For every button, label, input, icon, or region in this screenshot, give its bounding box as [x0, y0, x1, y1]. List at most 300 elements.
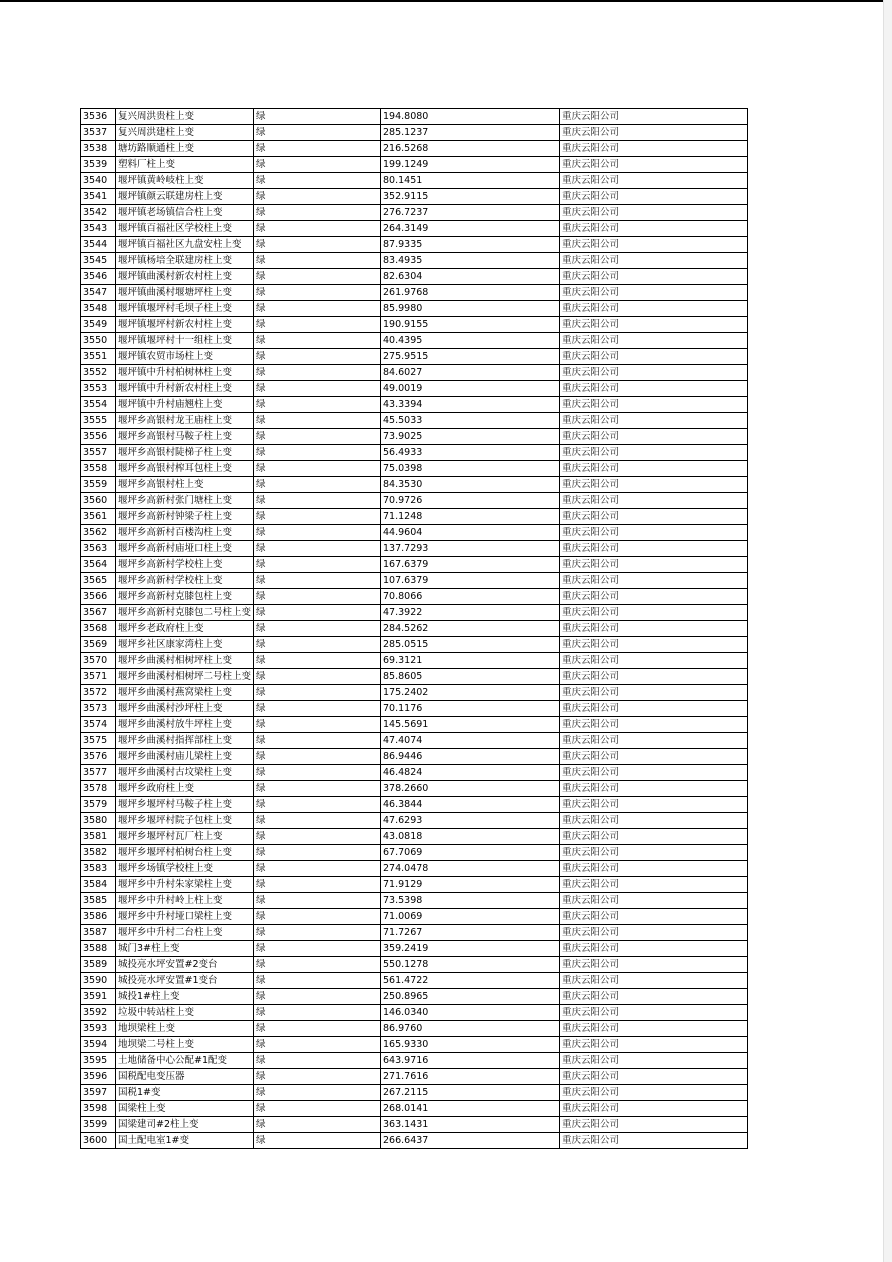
- company-cell: 重庆云阳公司: [560, 525, 748, 541]
- row-id-cell: 3591: [81, 989, 116, 1005]
- status-cell: 绿: [254, 1005, 381, 1021]
- status-cell: 绿: [254, 701, 381, 717]
- status-cell: 绿: [254, 1037, 381, 1053]
- company-cell: 重庆云阳公司: [560, 333, 748, 349]
- transformer-name-cell: 复兴周洪建柱上变: [116, 125, 254, 141]
- value-cell: 84.3530: [381, 477, 560, 493]
- company-cell: 重庆云阳公司: [560, 605, 748, 621]
- status-cell: 绿: [254, 349, 381, 365]
- value-cell: 165.9330: [381, 1037, 560, 1053]
- status-cell: 绿: [254, 637, 381, 653]
- table-row: [81, 781, 748, 797]
- table-row: [81, 269, 748, 285]
- value-cell: 82.6304: [381, 269, 560, 285]
- row-id-cell: 3549: [81, 317, 116, 333]
- value-cell: 84.6027: [381, 365, 560, 381]
- status-cell: 绿: [254, 909, 381, 925]
- value-cell: 284.5262: [381, 621, 560, 637]
- company-cell: 重庆云阳公司: [560, 669, 748, 685]
- status-cell: 绿: [254, 189, 381, 205]
- value-cell: 80.1451: [381, 173, 560, 189]
- table-row: [81, 509, 748, 525]
- row-id-cell: 3565: [81, 573, 116, 589]
- transformer-name-cell: 堰坪乡高银村榨耳包柱上变: [116, 461, 254, 477]
- table-row: [81, 1133, 748, 1149]
- table-row: [81, 349, 748, 365]
- transformer-name-cell: 国税配电变压器: [116, 1069, 254, 1085]
- status-cell: 绿: [254, 333, 381, 349]
- transformer-name-cell: 堰坪乡中升村朱家梁柱上变: [116, 877, 254, 893]
- table-row: [81, 285, 748, 301]
- row-id-cell: 3596: [81, 1069, 116, 1085]
- status-cell: 绿: [254, 653, 381, 669]
- table-row: [81, 397, 748, 413]
- company-cell: 重庆云阳公司: [560, 909, 748, 925]
- row-id-cell: 3581: [81, 829, 116, 845]
- transformer-name-cell: 堰坪乡中升村二台柱上变: [116, 925, 254, 941]
- status-cell: 绿: [254, 397, 381, 413]
- row-id-cell: 3545: [81, 253, 116, 269]
- status-cell: 绿: [254, 733, 381, 749]
- row-id-cell: 3553: [81, 381, 116, 397]
- table-row: [81, 413, 748, 429]
- company-cell: 重庆云阳公司: [560, 941, 748, 957]
- value-cell: 44.9604: [381, 525, 560, 541]
- company-cell: 重庆云阳公司: [560, 269, 748, 285]
- table-row: [81, 125, 748, 141]
- transformer-name-cell: 堰坪乡曲溪村沙坪柱上变: [116, 701, 254, 717]
- row-id-cell: 3573: [81, 701, 116, 717]
- company-cell: 重庆云阳公司: [560, 1117, 748, 1133]
- table-row: [81, 381, 748, 397]
- transformer-name-cell: 堰坪镇杨培全联建房柱上变: [116, 253, 254, 269]
- company-cell: 重庆云阳公司: [560, 765, 748, 781]
- table-row: [81, 573, 748, 589]
- table-row: [81, 557, 748, 573]
- company-cell: 重庆云阳公司: [560, 109, 748, 125]
- status-cell: 绿: [254, 573, 381, 589]
- transformer-name-cell: 堰坪乡高新村克膝包二号柱上变: [116, 605, 254, 621]
- row-id-cell: 3587: [81, 925, 116, 941]
- status-cell: 绿: [254, 1117, 381, 1133]
- value-cell: 40.4395: [381, 333, 560, 349]
- transformer-name-cell: 堰坪乡高银村柱上变: [116, 477, 254, 493]
- table-row: [81, 605, 748, 621]
- status-cell: 绿: [254, 957, 381, 973]
- row-id-cell: 3546: [81, 269, 116, 285]
- status-cell: 绿: [254, 205, 381, 221]
- row-id-cell: 3563: [81, 541, 116, 557]
- value-cell: 199.1249: [381, 157, 560, 173]
- page-right-edge: [883, 0, 892, 1262]
- row-id-cell: 3552: [81, 365, 116, 381]
- transformer-name-cell: 堰坪镇中升村新农村柱上变: [116, 381, 254, 397]
- value-cell: 363.1431: [381, 1117, 560, 1133]
- transformer-name-cell: 堰坪镇中升村柏树林柱上变: [116, 365, 254, 381]
- status-cell: 绿: [254, 925, 381, 941]
- status-cell: 绿: [254, 429, 381, 445]
- value-cell: 67.7069: [381, 845, 560, 861]
- transformer-name-cell: 堰坪乡堰坪村瓦厂柱上变: [116, 829, 254, 845]
- table-row: [81, 893, 748, 909]
- row-id-cell: 3547: [81, 285, 116, 301]
- table-row: [81, 669, 748, 685]
- transformer-name-cell: 塑料厂柱上变: [116, 157, 254, 173]
- value-cell: 145.5691: [381, 717, 560, 733]
- status-cell: 绿: [254, 605, 381, 621]
- transformer-name-cell: 堰坪乡中升村岭上柱上变: [116, 893, 254, 909]
- company-cell: 重庆云阳公司: [560, 365, 748, 381]
- table-row: [81, 1085, 748, 1101]
- company-cell: 重庆云阳公司: [560, 301, 748, 317]
- value-cell: 87.9335: [381, 237, 560, 253]
- row-id-cell: 3592: [81, 1005, 116, 1021]
- company-cell: 重庆云阳公司: [560, 829, 748, 845]
- row-id-cell: 3599: [81, 1117, 116, 1133]
- company-cell: 重庆云阳公司: [560, 1085, 748, 1101]
- transformer-name-cell: 堰坪乡高新村学校柱上变: [116, 573, 254, 589]
- table-row: [81, 1021, 748, 1037]
- value-cell: 275.9515: [381, 349, 560, 365]
- transformer-name-cell: 堰坪乡高新村克膝包柱上变: [116, 589, 254, 605]
- company-cell: 重庆云阳公司: [560, 845, 748, 861]
- value-cell: 175.2402: [381, 685, 560, 701]
- value-cell: 75.0398: [381, 461, 560, 477]
- value-cell: 643.9716: [381, 1053, 560, 1069]
- row-id-cell: 3586: [81, 909, 116, 925]
- transformer-name-cell: 堰坪乡政府柱上变: [116, 781, 254, 797]
- table-row: [81, 221, 748, 237]
- transformer-name-cell: 堰坪乡曲溪村相树坪柱上变: [116, 653, 254, 669]
- company-cell: 重庆云阳公司: [560, 957, 748, 973]
- status-cell: 绿: [254, 173, 381, 189]
- company-cell: 重庆云阳公司: [560, 477, 748, 493]
- transformer-name-cell: 地坝梁二号柱上变: [116, 1037, 254, 1053]
- value-cell: 86.9760: [381, 1021, 560, 1037]
- value-cell: 47.4074: [381, 733, 560, 749]
- row-id-cell: 3564: [81, 557, 116, 573]
- company-cell: 重庆云阳公司: [560, 781, 748, 797]
- company-cell: 重庆云阳公司: [560, 1005, 748, 1021]
- row-id-cell: 3543: [81, 221, 116, 237]
- row-id-cell: 3548: [81, 301, 116, 317]
- company-cell: 重庆云阳公司: [560, 973, 748, 989]
- company-cell: 重庆云阳公司: [560, 397, 748, 413]
- value-cell: 73.9025: [381, 429, 560, 445]
- status-cell: 绿: [254, 221, 381, 237]
- status-cell: 绿: [254, 1133, 381, 1149]
- table-row: [81, 157, 748, 173]
- row-id-cell: 3556: [81, 429, 116, 445]
- transformer-name-cell: 地坝梁柱上变: [116, 1021, 254, 1037]
- status-cell: 绿: [254, 477, 381, 493]
- row-id-cell: 3567: [81, 605, 116, 621]
- table-row: [81, 301, 748, 317]
- table-row: [81, 1117, 748, 1133]
- company-cell: 重庆云阳公司: [560, 541, 748, 557]
- transformer-name-cell: 堰坪乡高新村张门塘柱上变: [116, 493, 254, 509]
- value-cell: 71.7267: [381, 925, 560, 941]
- company-cell: 重庆云阳公司: [560, 717, 748, 733]
- table-row: [81, 797, 748, 813]
- value-cell: 274.0478: [381, 861, 560, 877]
- transformer-name-cell: 堰坪镇堰坪村毛坝子柱上变: [116, 301, 254, 317]
- status-cell: 绿: [254, 1021, 381, 1037]
- company-cell: 重庆云阳公司: [560, 685, 748, 701]
- table-row: [81, 925, 748, 941]
- row-id-cell: 3554: [81, 397, 116, 413]
- table-row: [81, 253, 748, 269]
- table-row: [81, 685, 748, 701]
- table-row: [81, 429, 748, 445]
- value-cell: 561.4722: [381, 973, 560, 989]
- value-cell: 167.6379: [381, 557, 560, 573]
- value-cell: 70.1176: [381, 701, 560, 717]
- transformer-name-cell: 国梁建司#2柱上变: [116, 1117, 254, 1133]
- company-cell: 重庆云阳公司: [560, 237, 748, 253]
- value-cell: 71.1248: [381, 509, 560, 525]
- company-cell: 重庆云阳公司: [560, 349, 748, 365]
- status-cell: 绿: [254, 1053, 381, 1069]
- transformer-name-cell: 堰坪镇堰坪村十一组柱上变: [116, 333, 254, 349]
- value-cell: 261.9768: [381, 285, 560, 301]
- status-cell: 绿: [254, 781, 381, 797]
- row-id-cell: 3590: [81, 973, 116, 989]
- status-cell: 绿: [254, 541, 381, 557]
- company-cell: 重庆云阳公司: [560, 1133, 748, 1149]
- status-cell: 绿: [254, 253, 381, 269]
- status-cell: 绿: [254, 141, 381, 157]
- table-row: [81, 461, 748, 477]
- company-cell: 重庆云阳公司: [560, 445, 748, 461]
- company-cell: 重庆云阳公司: [560, 189, 748, 205]
- value-cell: 85.8605: [381, 669, 560, 685]
- table-row: [81, 909, 748, 925]
- company-cell: 重庆云阳公司: [560, 701, 748, 717]
- row-id-cell: 3597: [81, 1085, 116, 1101]
- table-row: [81, 717, 748, 733]
- table-row: [81, 109, 748, 125]
- value-cell: 46.3844: [381, 797, 560, 813]
- transformer-name-cell: 堰坪镇百福社区九盘安柱上变: [116, 237, 254, 253]
- transformer-name-cell: 堰坪乡高新村百楼沟柱上变: [116, 525, 254, 541]
- value-cell: 285.0515: [381, 637, 560, 653]
- value-cell: 71.9129: [381, 877, 560, 893]
- value-cell: 49.0019: [381, 381, 560, 397]
- transformer-name-cell: 堰坪乡曲溪村古坟梁柱上变: [116, 765, 254, 781]
- value-cell: 56.4933: [381, 445, 560, 461]
- company-cell: 重庆云阳公司: [560, 141, 748, 157]
- company-cell: 重庆云阳公司: [560, 1021, 748, 1037]
- company-cell: 重庆云阳公司: [560, 877, 748, 893]
- table-row: [81, 237, 748, 253]
- table-row: [81, 733, 748, 749]
- row-id-cell: 3569: [81, 637, 116, 653]
- page-top-rule: [0, 0, 892, 2]
- transformer-name-cell: 堰坪镇堰坪村新农村柱上变: [116, 317, 254, 333]
- transformer-name-cell: 堰坪乡高新村钟梁子柱上变: [116, 509, 254, 525]
- row-id-cell: 3580: [81, 813, 116, 829]
- row-id-cell: 3566: [81, 589, 116, 605]
- value-cell: 46.4824: [381, 765, 560, 781]
- transformer-name-cell: 国税1#变: [116, 1085, 254, 1101]
- company-cell: 重庆云阳公司: [560, 253, 748, 269]
- value-cell: 271.7616: [381, 1069, 560, 1085]
- transformer-name-cell: 堰坪镇曲溪村新农村柱上变: [116, 269, 254, 285]
- value-cell: 137.7293: [381, 541, 560, 557]
- status-cell: 绿: [254, 813, 381, 829]
- value-cell: 359.2419: [381, 941, 560, 957]
- table-row: [81, 989, 748, 1005]
- status-cell: 绿: [254, 301, 381, 317]
- status-cell: 绿: [254, 557, 381, 573]
- transformer-name-cell: 塘坊路顺通柱上变: [116, 141, 254, 157]
- transformer-name-cell: 国梁柱上变: [116, 1101, 254, 1117]
- transformer-name-cell: 堰坪乡场镇学校柱上变: [116, 861, 254, 877]
- value-cell: 352.9115: [381, 189, 560, 205]
- status-cell: 绿: [254, 845, 381, 861]
- status-cell: 绿: [254, 893, 381, 909]
- table-body: [81, 109, 748, 1149]
- value-cell: 43.0818: [381, 829, 560, 845]
- transformer-name-cell: 堰坪乡曲溪村庙儿梁柱上变: [116, 749, 254, 765]
- transformer-name-cell: 堰坪乡堰坪村马鞍子柱上变: [116, 797, 254, 813]
- company-cell: 重庆云阳公司: [560, 653, 748, 669]
- row-id-cell: 3576: [81, 749, 116, 765]
- transformer-name-cell: 堰坪镇百福社区学校柱上变: [116, 221, 254, 237]
- status-cell: 绿: [254, 125, 381, 141]
- row-id-cell: 3575: [81, 733, 116, 749]
- company-cell: 重庆云阳公司: [560, 205, 748, 221]
- value-cell: 45.5033: [381, 413, 560, 429]
- transformer-name-cell: 堰坪乡曲溪村指挥部柱上变: [116, 733, 254, 749]
- status-cell: 绿: [254, 365, 381, 381]
- value-cell: 276.7237: [381, 205, 560, 221]
- row-id-cell: 3593: [81, 1021, 116, 1037]
- value-cell: 43.3394: [381, 397, 560, 413]
- company-cell: 重庆云阳公司: [560, 557, 748, 573]
- table-row: [81, 205, 748, 221]
- value-cell: 216.5268: [381, 141, 560, 157]
- company-cell: 重庆云阳公司: [560, 573, 748, 589]
- value-cell: 146.0340: [381, 1005, 560, 1021]
- value-cell: 267.2115: [381, 1085, 560, 1101]
- status-cell: 绿: [254, 669, 381, 685]
- table-row: [81, 173, 748, 189]
- value-cell: 285.1237: [381, 125, 560, 141]
- row-id-cell: 3578: [81, 781, 116, 797]
- value-cell: 550.1278: [381, 957, 560, 973]
- company-cell: 重庆云阳公司: [560, 637, 748, 653]
- company-cell: 重庆云阳公司: [560, 1053, 748, 1069]
- company-cell: 重庆云阳公司: [560, 493, 748, 509]
- row-id-cell: 3572: [81, 685, 116, 701]
- value-cell: 194.8080: [381, 109, 560, 125]
- table-row: [81, 701, 748, 717]
- company-cell: 重庆云阳公司: [560, 733, 748, 749]
- status-cell: 绿: [254, 829, 381, 845]
- table-row: [81, 365, 748, 381]
- transformer-name-cell: 复兴周洪贵柱上变: [116, 109, 254, 125]
- table-row: [81, 829, 748, 845]
- value-cell: 70.9726: [381, 493, 560, 509]
- table-row: [81, 1101, 748, 1117]
- table-row: [81, 749, 748, 765]
- status-cell: 绿: [254, 621, 381, 637]
- row-id-cell: 3540: [81, 173, 116, 189]
- table-row: [81, 189, 748, 205]
- table-row: [81, 877, 748, 893]
- company-cell: 重庆云阳公司: [560, 813, 748, 829]
- transformer-table: [80, 108, 748, 1149]
- row-id-cell: 3544: [81, 237, 116, 253]
- transformer-name-cell: 堰坪乡堰坪村柏树台柱上变: [116, 845, 254, 861]
- status-cell: 绿: [254, 877, 381, 893]
- row-id-cell: 3539: [81, 157, 116, 173]
- status-cell: 绿: [254, 797, 381, 813]
- transformer-name-cell: 堰坪镇曲溪村堰塘坪柱上变: [116, 285, 254, 301]
- transformer-name-cell: 城门3#柱上变: [116, 941, 254, 957]
- status-cell: 绿: [254, 109, 381, 125]
- status-cell: 绿: [254, 1085, 381, 1101]
- row-id-cell: 3584: [81, 877, 116, 893]
- transformer-name-cell: 堰坪镇颜云联建房柱上变: [116, 189, 254, 205]
- row-id-cell: 3561: [81, 509, 116, 525]
- status-cell: 绿: [254, 445, 381, 461]
- status-cell: 绿: [254, 413, 381, 429]
- value-cell: 268.0141: [381, 1101, 560, 1117]
- table-row: [81, 477, 748, 493]
- table-row: [81, 845, 748, 861]
- company-cell: 重庆云阳公司: [560, 989, 748, 1005]
- status-cell: 绿: [254, 461, 381, 477]
- company-cell: 重庆云阳公司: [560, 1037, 748, 1053]
- status-cell: 绿: [254, 525, 381, 541]
- row-id-cell: 3583: [81, 861, 116, 877]
- row-id-cell: 3558: [81, 461, 116, 477]
- status-cell: 绿: [254, 157, 381, 173]
- transformer-name-cell: 堰坪镇农贸市场柱上变: [116, 349, 254, 365]
- transformer-name-cell: 城投1#柱上变: [116, 989, 254, 1005]
- status-cell: 绿: [254, 749, 381, 765]
- row-id-cell: 3595: [81, 1053, 116, 1069]
- table-row: [81, 541, 748, 557]
- transformer-name-cell: 国土配电室1#变: [116, 1133, 254, 1149]
- transformer-name-cell: 堰坪乡堰坪村院子包柱上变: [116, 813, 254, 829]
- row-id-cell: 3537: [81, 125, 116, 141]
- company-cell: 重庆云阳公司: [560, 461, 748, 477]
- table-row: [81, 493, 748, 509]
- row-id-cell: 3588: [81, 941, 116, 957]
- company-cell: 重庆云阳公司: [560, 157, 748, 173]
- row-id-cell: 3560: [81, 493, 116, 509]
- table-row: [81, 957, 748, 973]
- value-cell: 71.0069: [381, 909, 560, 925]
- table-row: [81, 765, 748, 781]
- transformer-name-cell: 堰坪镇中升村庙翘柱上变: [116, 397, 254, 413]
- status-cell: 绿: [254, 941, 381, 957]
- company-cell: 重庆云阳公司: [560, 221, 748, 237]
- value-cell: 47.3922: [381, 605, 560, 621]
- status-cell: 绿: [254, 381, 381, 397]
- table-row: [81, 445, 748, 461]
- value-cell: 86.9446: [381, 749, 560, 765]
- company-cell: 重庆云阳公司: [560, 509, 748, 525]
- status-cell: 绿: [254, 1069, 381, 1085]
- table-row: [81, 1069, 748, 1085]
- status-cell: 绿: [254, 317, 381, 333]
- transformer-name-cell: 堰坪乡高银村马鞍子柱上变: [116, 429, 254, 445]
